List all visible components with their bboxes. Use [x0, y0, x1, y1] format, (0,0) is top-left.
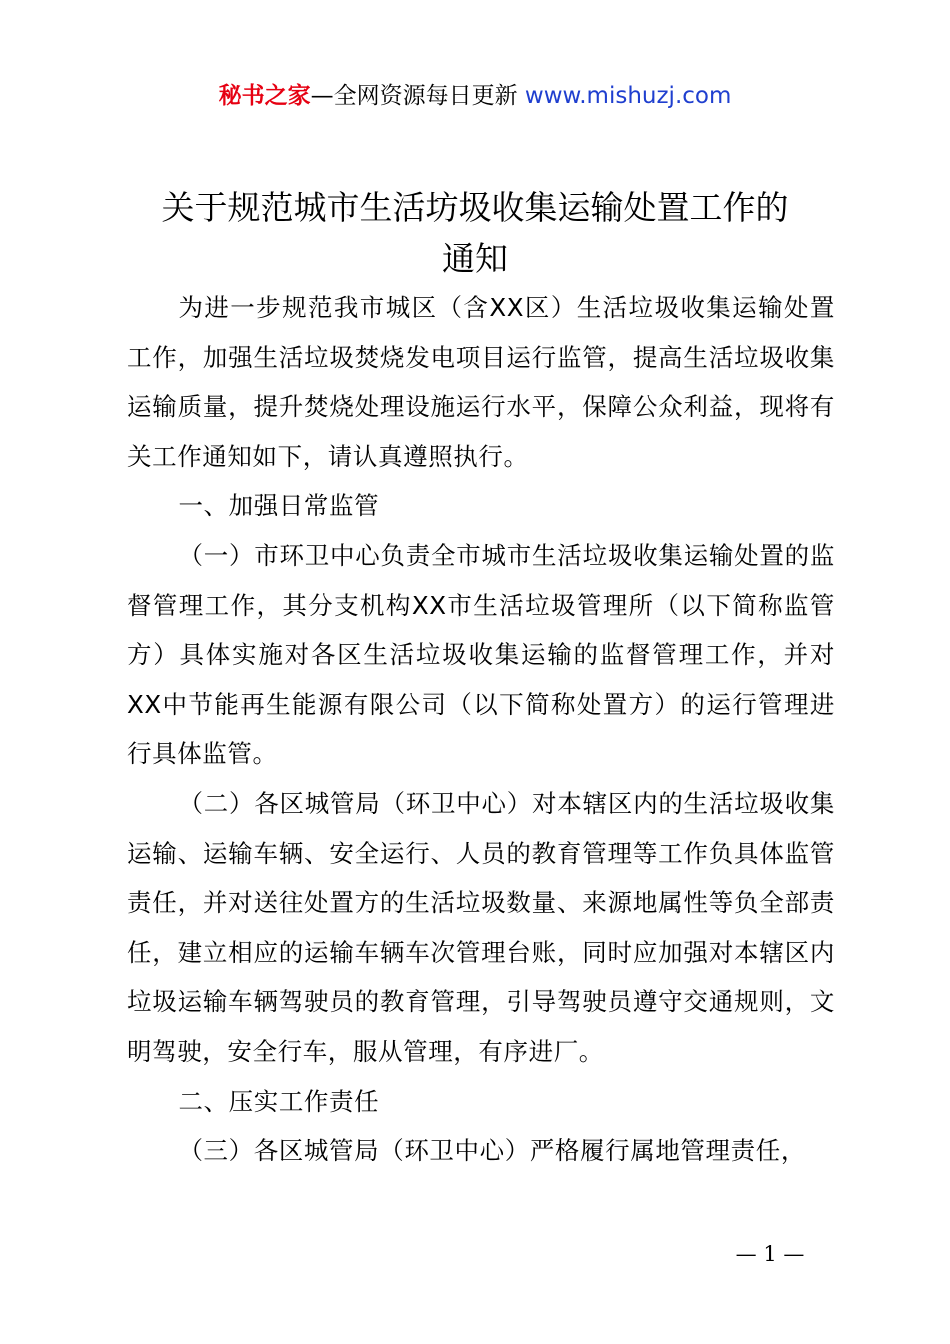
- document-title: [100, 182, 850, 284]
- document-body: [127, 283, 835, 1176]
- intro-paragraph: 为进一步规范我市城区（含XX区）生活垃圾收集运输处置工作，加强生活垃圾焚烧发电项目运行监管，提高生活垃圾收集运输质量，提升焚烧处理设施运行水平，保障公众利益，现将有关工作通知如下，请认真遵照执行。: [127, 293, 835, 471]
- clause-2-paragraph: （二）各区城管局（环卫中心）对本辖区内的生活垃圾收集运输、运输车辆、安全运行、人员的教育管理等工作负具体监管责任，并对送往处置方的生活垃圾数量、来源地属性等负全部责任，建立相应的运输车辆车次管理台账，同时应加强对本辖区内垃圾运输车辆驾驶员的教育管理，引导驾驶员遵守交通规则，文明驾驶，安全行车，服从管理，有序进厂。: [127, 788, 835, 1066]
- clause-1-paragraph: （一）市环卫中心负责全市城市生活垃圾收集运输处置的监督管理工作，其分支机构XX市生活垃圾管理所（以下简称监管方）具体实施对各区生活垃圾收集运输的监督管理工作，并对XX中节能再生能源有限公司（以下简称处置方）的运行管理进行具体监管。: [127, 540, 835, 769]
- watermark-header: [0, 80, 950, 112]
- section-heading-1: 一、加强日常监管: [178, 491, 380, 521]
- section-heading-2: 二、压实工作责任: [178, 1086, 380, 1116]
- title-line-2: 通知: [442, 239, 508, 278]
- page-number: — 1 —: [735, 1242, 805, 1266]
- title-line-1: 关于规范城市生活坊圾收集运输处置工作的: [161, 188, 789, 227]
- brand-name: 秘书之家: [218, 83, 311, 109]
- header-tagline: —全网资源每日更新: [310, 83, 518, 109]
- clause-3-paragraph: （三）各区城管局（环卫中心）严格履行属地管理责任，: [178, 1136, 806, 1166]
- site-url[interactable]: www.mishuzj.com: [524, 83, 732, 109]
